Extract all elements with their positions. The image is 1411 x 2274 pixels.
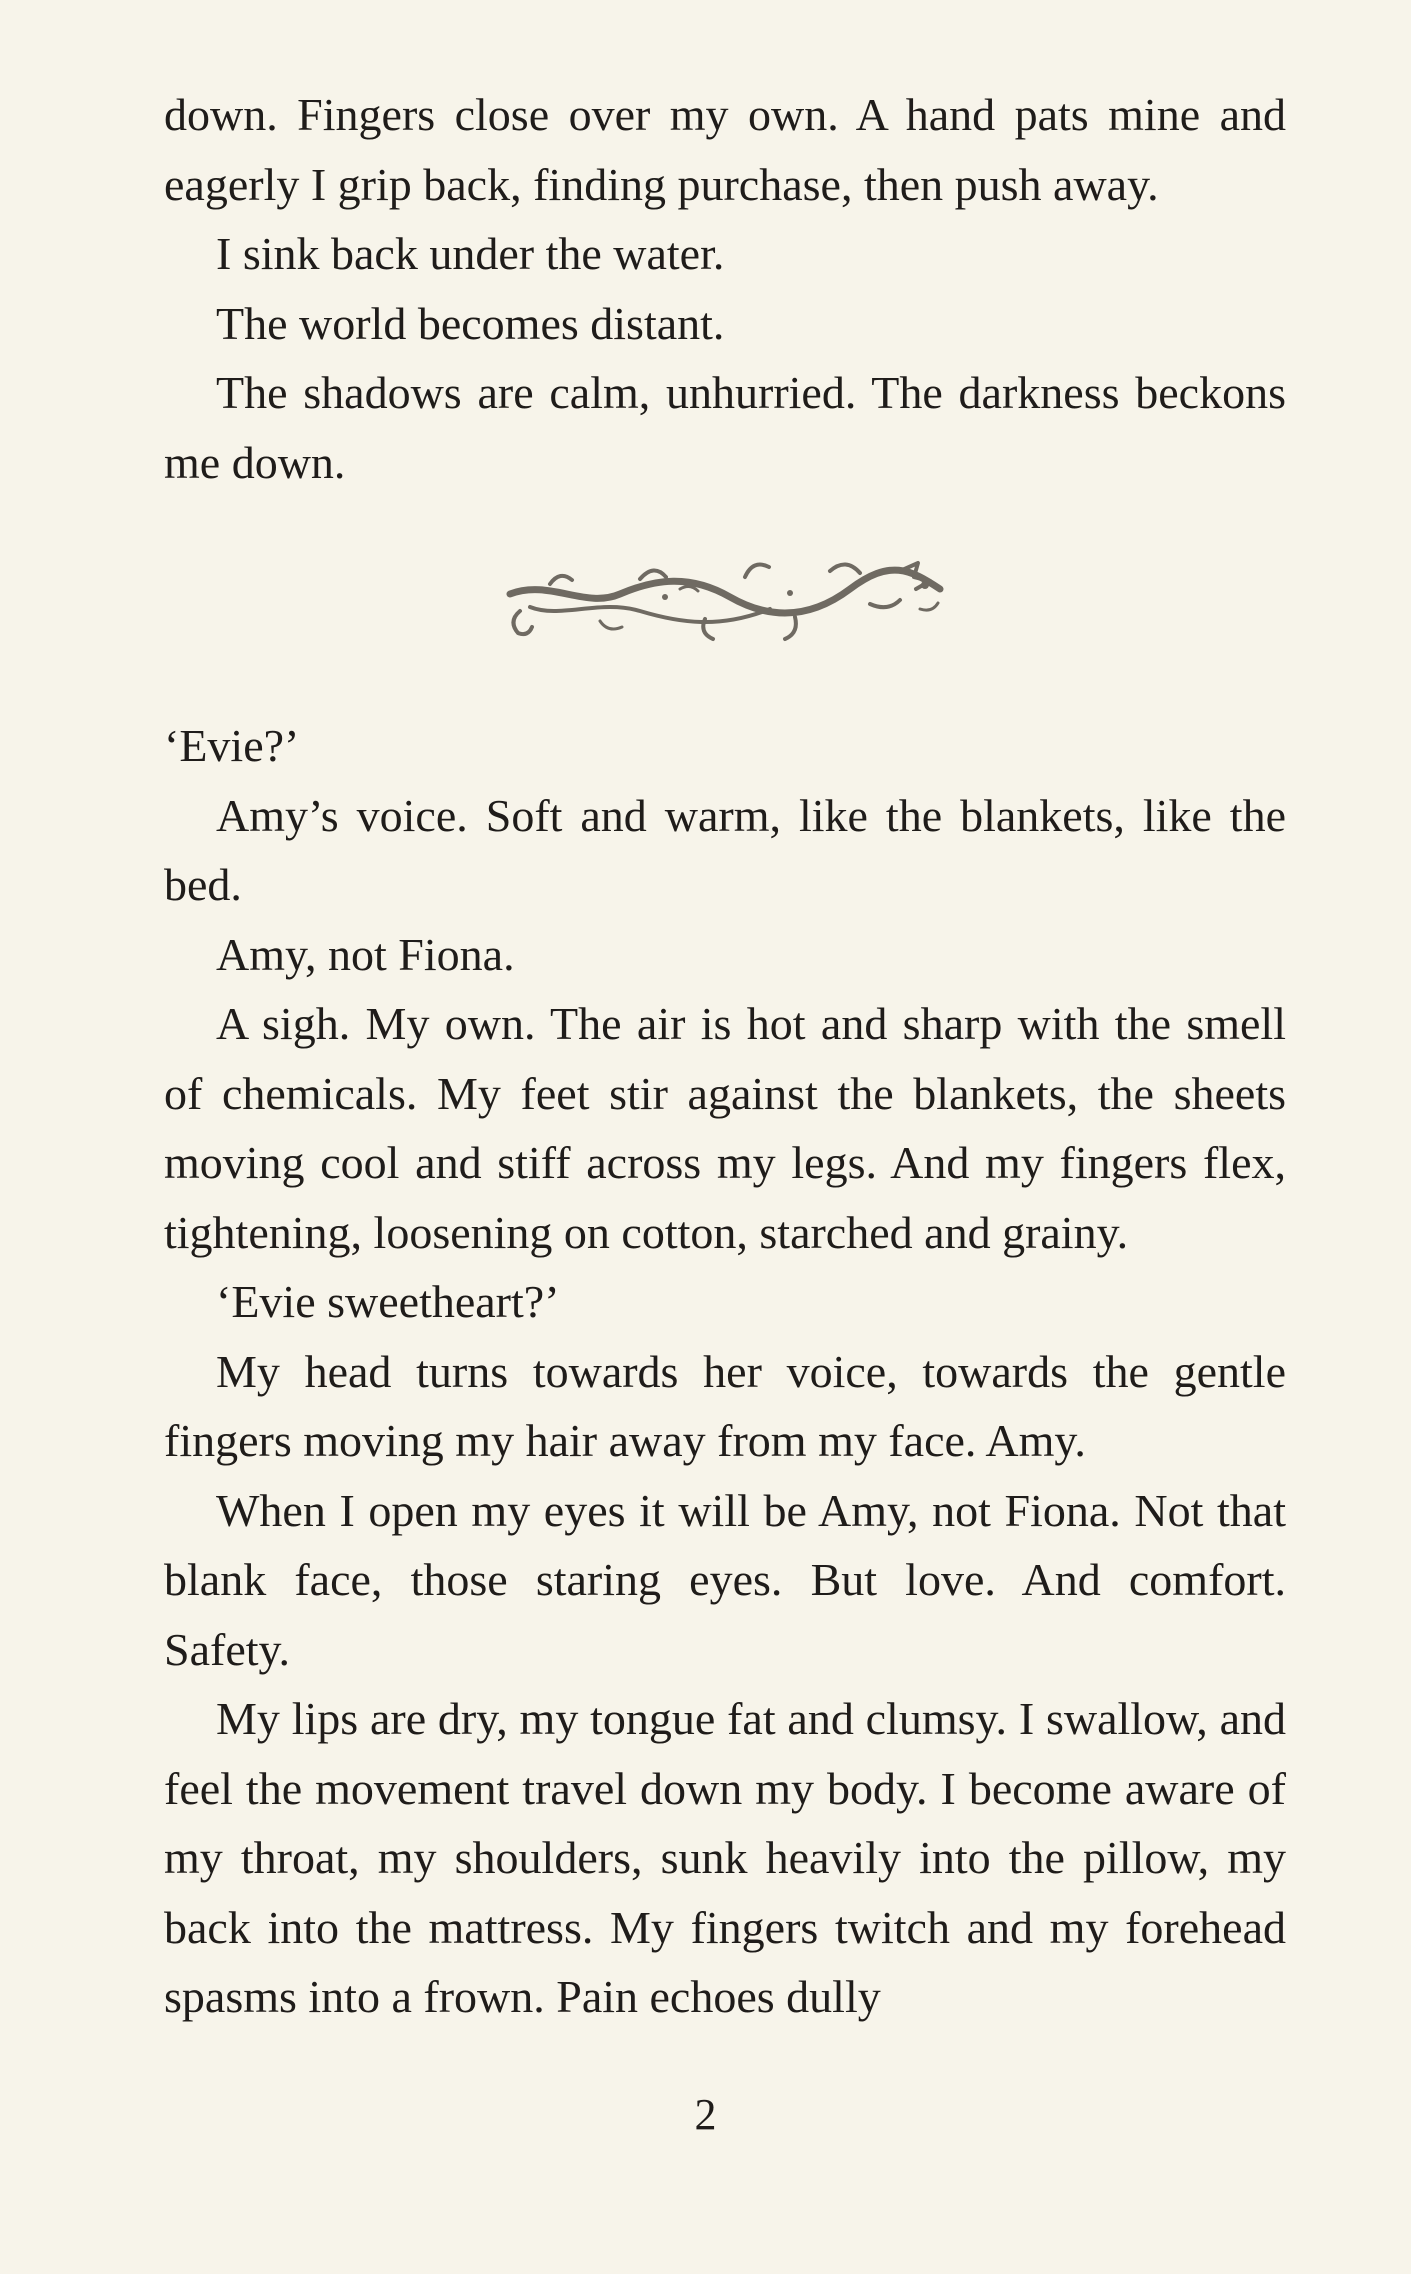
paragraph-11: When I open my eyes it will be Amy, not Fiona. Not that blank face, those staring eyes. But love. And comfort. Safety. bbox=[164, 1484, 1286, 1675]
paragraph-1: down. Fingers close over my own. A hand pats mine and eagerly I grip back, finding purchase, then push away. bbox=[164, 89, 1286, 210]
paragraph-12: My lips are dry, my tongue fat and clumsy. I swallow, and feel the movement travel down my body. I become aware of my throat, my shoulders, sunk heavily into the pillow, my back into the mattress. My fingers twitch and my forehead spasms into a frown. Pain echoes dully bbox=[164, 1693, 1286, 2022]
paragraph-7: Amy, not Fiona. bbox=[216, 928, 515, 980]
paragraph-4: The shadows are calm, unhurried. The darkness beckons me down. bbox=[164, 367, 1286, 488]
paragraph-6: Amy’s voice. Soft and warm, like the blankets, like the bed. bbox=[164, 789, 1286, 910]
paragraph-3: The world becomes distant. bbox=[216, 297, 725, 349]
paragraph-5: ‘Evie?’ bbox=[164, 720, 300, 771]
page-body bbox=[164, 80, 1286, 2032]
paragraph-9: ‘Evie sweetheart?’ bbox=[216, 1276, 560, 1327]
dragon-ornament-icon bbox=[490, 549, 960, 649]
paragraph-2: I sink back under the water. bbox=[216, 228, 725, 279]
paragraph-8: A sigh. My own. The air is hot and sharp with the smell of chemicals. My feet stir against the blankets, the sheets moving cool and stiff across my legs. And my fingers flex, tightening, loosening on cotton, starched and grainy. bbox=[164, 998, 1286, 1258]
paragraph-10: My head turns towards her voice, towards the gentle fingers moving my hair away from my face. Amy. bbox=[164, 1345, 1286, 1466]
page-number: 2 bbox=[694, 2090, 717, 2139]
